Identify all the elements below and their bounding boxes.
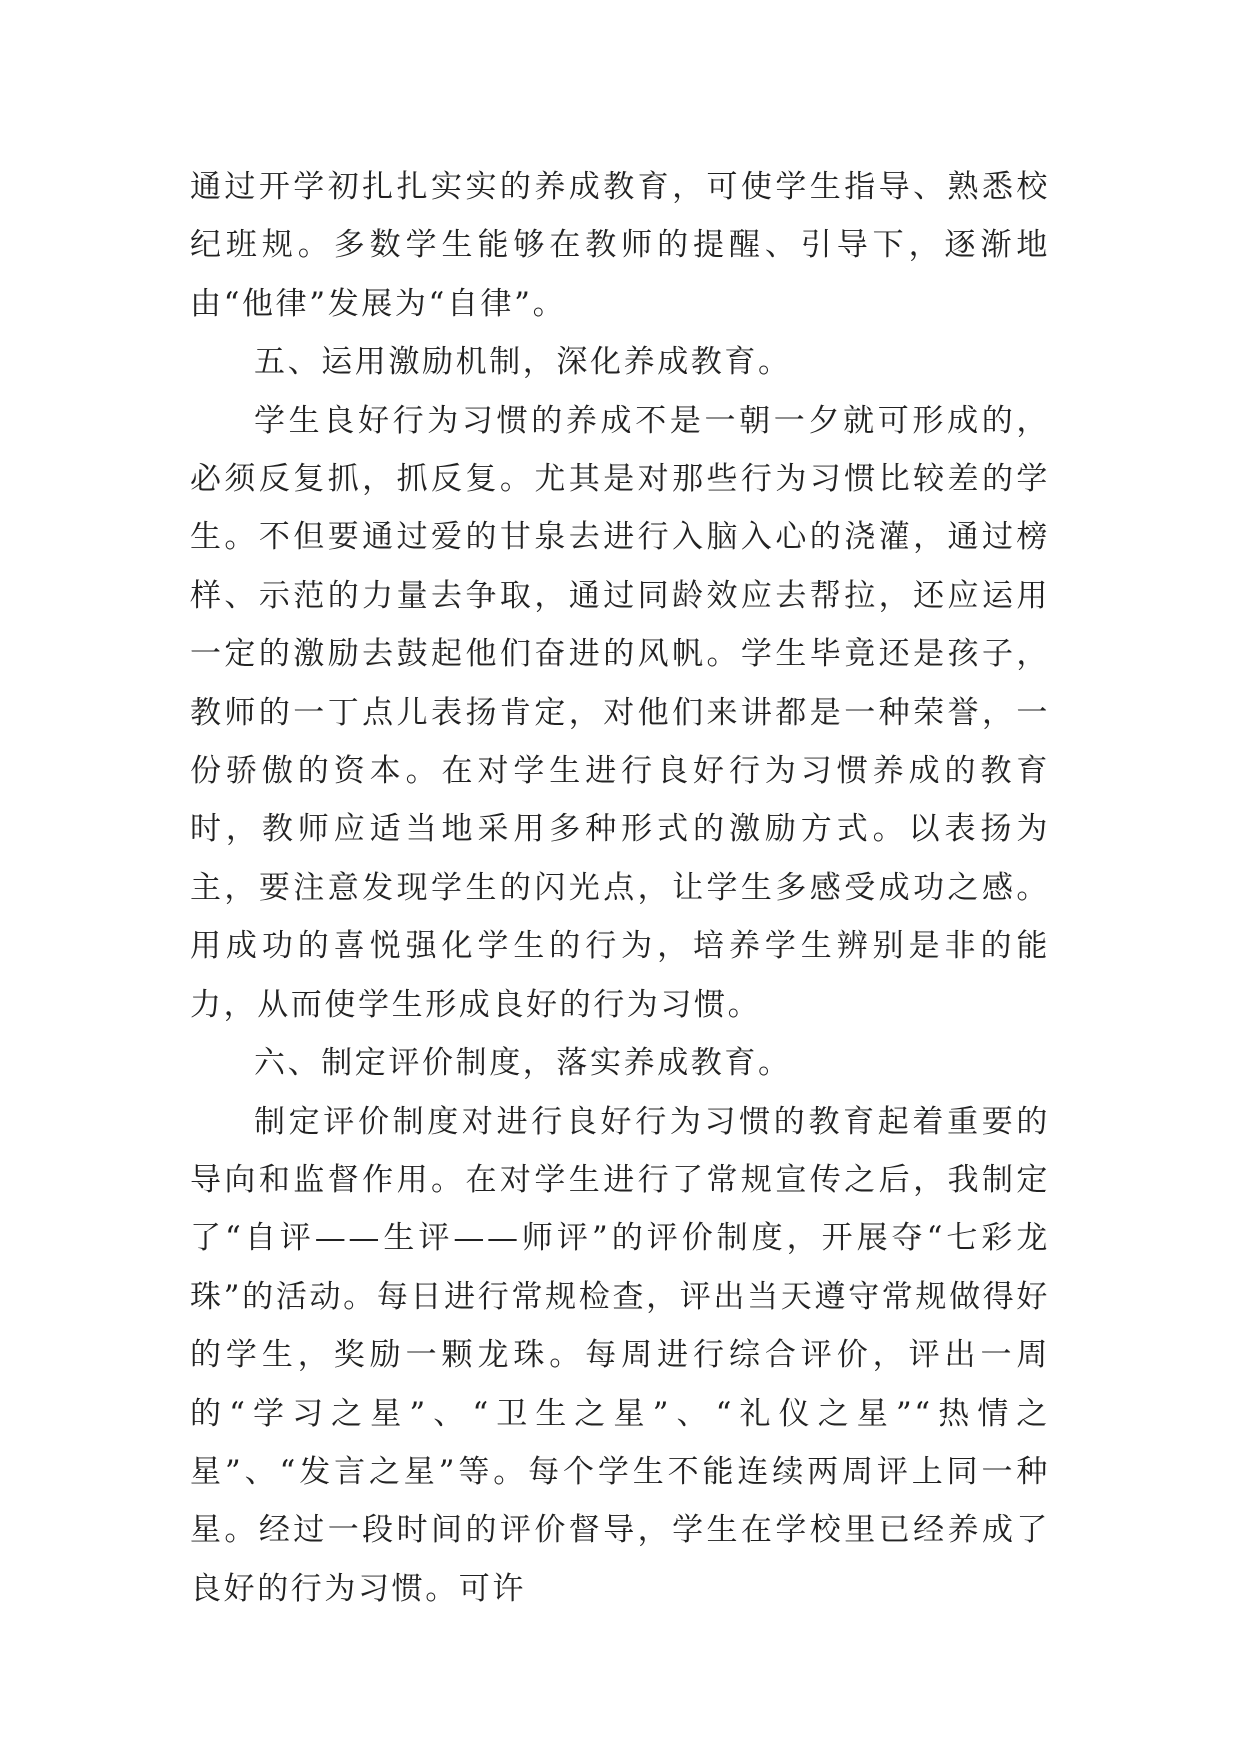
paragraph-continuation: 通过开学初扎扎实实的养成教育，可使学生指导、熟悉校纪班规。多数学生能够在教师的提醒、引导下，逐渐地由“他律”发展为“自律”。 [190, 169, 1050, 322]
paragraph-incentive: 学生良好行为习惯的养成不是一朝一夕就可形成的，必须反复抓，抓反复。尤其是对那些行为习惯比较差的学生。不但要通过爱的甘泉去进行入脑入心的浇灌，通过榜样、示范的力量去争取，通过同龄效应去帮拉，还应运用一定的激励去鼓起他们奋进的风帆。学生毕竟还是孩子，教师的一丁点儿表扬肯定，对他们来讲都是一种荣誉，一份骄傲的资本。在对学生进行良好行为习惯养成的教育时，教师应适当地采用多种形式的激励方式。以表扬为主，要注意发现学生的闪光点，让学生多感受成功之感。用成功的喜悦强化学生的行为，培养学生辨别是非的能力，从而使学生形成良好的行为习惯。 [190, 402, 1050, 1023]
section-heading-six: 六、制定评价制度，落实养成教育。 [254, 1045, 792, 1082]
paragraph-evaluation: 制定评价制度对进行良好行为习惯的教育起着重要的导向和监督作用。在对学生进行了常规宣传之后，我制定了“自评——生评——师评”的评价制度，开展夺“七彩龙珠”的活动。每日进行常规检查，评出当天遵守常规做得好的学生，奖励一颗龙珠。每周进行综合评价，评出一周的“学习之星”、“卫生之星”、“礼仪之星”“热情之星”、“发言之星”等。每个学生不能连续两周评上同一种星。经过一段时间的评价督导，学生在学校里已经养成了良好的行为习惯。可许 [190, 1103, 1050, 1607]
section-heading-five: 五、运用激励机制，深化养成教育。 [254, 344, 792, 381]
body-text [190, 158, 1050, 1618]
